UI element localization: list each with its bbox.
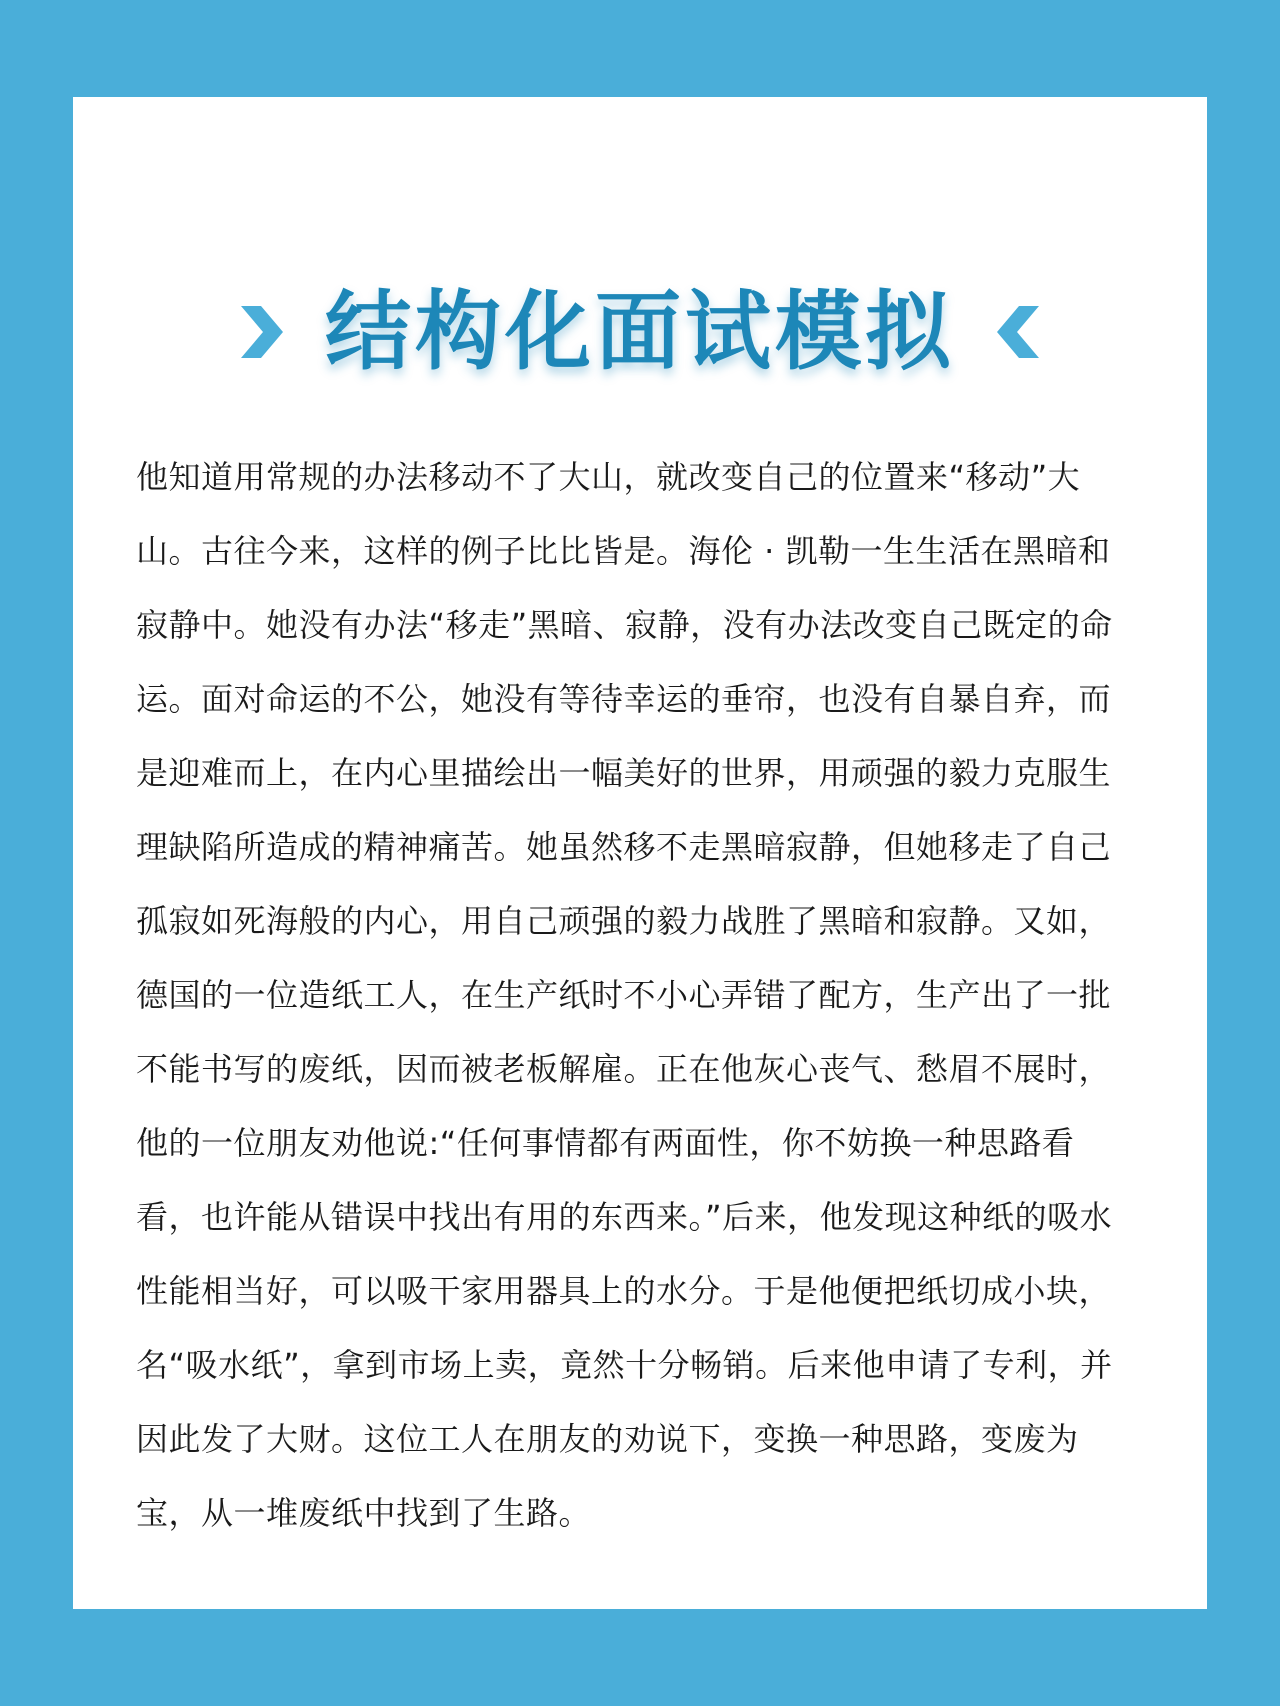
chevron-left-icon (991, 297, 1047, 367)
content-card (73, 97, 1207, 1609)
page-title: 结构化面试模拟 (325, 282, 955, 382)
article-paragraph: 他知道用常规的办法移动不了大山，就改变自己的位置来“移动”大山。古往今来，这样的例子比比皆是。海伦 · 凯勒一生生活在黑暗和寂静中。她没有办法“移走”黑暗、寂静，没有办法改变自己既定的命运。面对命运的不公，她没有等待幸运的垂帘，也没有自暴自弃，而是迎难而上，在内心里描绘出一幅美好的世界，用顽强的毅力克服生理缺陷所造成的精神痛苦。她虽然移不走黑暗寂静，但她移走了自己孤寂如死海般的内心，用自己顽强的毅力战胜了黑暗和寂静。又如，德国的一位造纸工人，在生产纸时不小心弄错了配方，生产出了一批不能书写的废纸，因而被老板解雇。正在他灰心丧气、愁眉不展时，他的一位朋友劝他说:“任何事情都有两面性，你不妨换一种思路看看，也许能从错误中找出有用的东西来。”后来，他发现这种纸的吸水性能相当好，可以吸干家用器具上的水分。于是他便把纸切成小块，名“吸水纸”，拿到市场上卖，竟然十分畅销。后来他申请了专利，并因此发了大财。这位工人在朋友的劝说下，变换一种思路，变废为宝，从一堆废纸中找到了生路。 (136, 458, 1113, 1532)
chevron-right-icon (233, 297, 289, 367)
title-row (73, 282, 1207, 382)
